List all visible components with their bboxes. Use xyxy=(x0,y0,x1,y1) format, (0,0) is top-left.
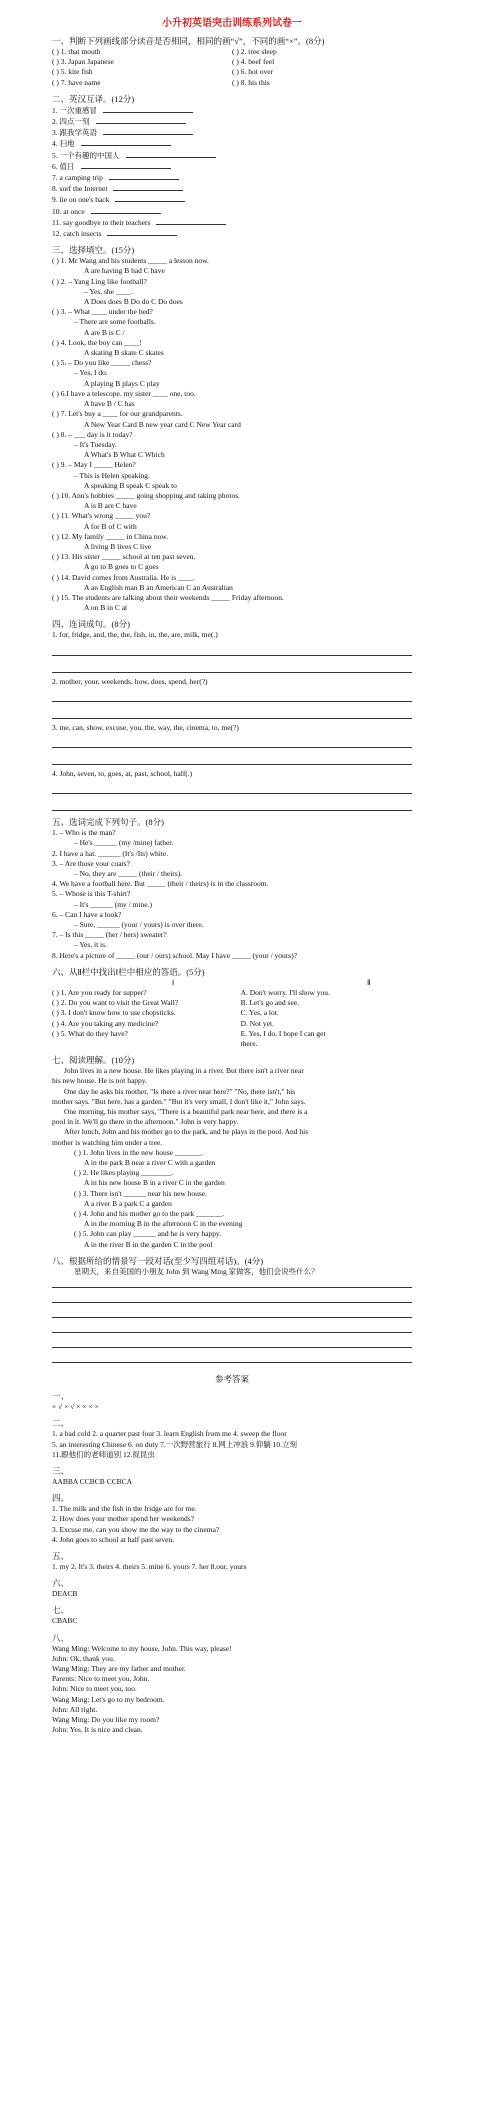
section-heading: 二、英汉互译。(12分) xyxy=(52,93,135,104)
question-item: ( ) 6. hot over xyxy=(232,67,274,77)
question-line: 1. – Who is the man? xyxy=(52,828,116,838)
match-answer: C. Yes, a lot. xyxy=(240,1008,279,1018)
answer-line xyxy=(52,1352,412,1363)
question-item: ( ) 7. have name xyxy=(52,77,101,87)
answer-line xyxy=(52,800,412,811)
section-heading: 七、阅读理解。(10分) xyxy=(52,1055,135,1066)
match-row xyxy=(52,998,412,1008)
section-heading: 八、根据所给的情景写一段对话(至少写四组对话)。(4分) xyxy=(52,1255,264,1266)
translation-item xyxy=(52,206,412,217)
answer-text: Wang Ming: Let's go to my bedroom. xyxy=(52,1694,165,1704)
item-text: 10. at once xyxy=(52,206,85,216)
answer-heading: 一、 xyxy=(52,1391,70,1402)
question-line: ( ) 2. – Yang Ling like football? xyxy=(52,276,147,286)
question-line: A living B lives C live xyxy=(84,541,152,551)
question-line: A are having B had C have xyxy=(84,266,165,276)
match-answer: B. Let's go and see. xyxy=(240,998,299,1008)
match-answer: D. Not yet. xyxy=(240,1018,274,1028)
answer-heading: 三、 xyxy=(52,1465,70,1476)
question-line: ( ) 1. Mr Wang and his students _____ a lesson now. xyxy=(52,256,209,266)
section-prompt: 星期天，来自美国的小朋友 John 到 Wang Ming 家做客，他们会说些什么？ xyxy=(74,1266,319,1276)
blank-line xyxy=(109,172,179,180)
answer-line xyxy=(52,781,412,794)
question-line: A an English man B an American C an Australian xyxy=(84,582,233,592)
translation-item xyxy=(52,217,412,228)
question-line: A in the park B near a river C with a garden xyxy=(84,1158,216,1168)
question-line: ( ) 10. Ann's hobbies _____ going shopping and taking photos. xyxy=(52,490,241,500)
question-line: 3. – Are those your coats? xyxy=(52,858,130,868)
passage-line: mother says. "But here, has a garden." "But it's very small, I don't like it," John says. xyxy=(52,1096,306,1106)
answer-key-title: 参考答案 xyxy=(214,1374,249,1385)
translation-item xyxy=(52,161,412,172)
answer-text: John: Ok, thank you. xyxy=(52,1653,115,1663)
match-row xyxy=(52,1008,412,1018)
translation-item xyxy=(52,172,412,183)
question-line: 6. – Can I have a look? xyxy=(52,909,122,919)
section-4 xyxy=(52,619,412,811)
question-line: A for B of C with xyxy=(84,521,137,531)
page-title: 小升初英语突击训练系列试卷一 xyxy=(162,18,302,29)
match-question: ( ) 2. Do you want to visit the Great Wall? xyxy=(52,998,179,1008)
question-line: ( ) 1. John lives in the new house _______. xyxy=(74,1147,203,1157)
answer-text: 2. How does your mother spend her weekends? xyxy=(52,1514,195,1524)
column-label: Ⅱ xyxy=(367,977,371,987)
answer-text: 5. an interesting Chinese 6. on duty 7.一次野营旅行 8.网上冲浪 9.仰躺 10.立刻 xyxy=(52,1439,297,1449)
translation-item xyxy=(52,150,412,161)
passage-line: One day he asks his mother, "Is there a river near here?" "No, there isn't," his xyxy=(64,1086,296,1096)
translation-item xyxy=(52,183,412,194)
question-item: 1. for, fridge, and, the, the, fish, in, the, are, milk, me(.) xyxy=(52,630,218,640)
section-heading: 一、判断下列画线部分读音是否相同，相同的画“√”，不同的画“×”。(8分) xyxy=(52,36,325,46)
question-line: A speaking B speak C speak to xyxy=(84,480,177,490)
question-line: A What's B What C Which xyxy=(84,450,165,460)
section-8 xyxy=(52,1256,412,1363)
question-line: – Sure, ______ (your / yours) is over there. xyxy=(74,920,204,929)
column-label: Ⅰ xyxy=(172,977,175,987)
answer-line xyxy=(52,1292,412,1303)
question-line: ( ) 3. – What ____ under the bed? xyxy=(52,307,153,317)
translation-item xyxy=(52,105,412,116)
question-item: ( ) 2. tree sleep xyxy=(232,47,277,56)
item-text: 11. say goodbye to their teachers xyxy=(52,217,151,227)
match-answer: A. Don't worry. I'll show you. xyxy=(240,988,330,998)
answer-text: DEACB xyxy=(52,1589,78,1599)
section-6 xyxy=(52,967,412,1049)
question-line: A in his new house B in a river C in the garden xyxy=(84,1178,225,1188)
item-text: 5. 一个有趣的中国人 xyxy=(52,150,120,160)
answer-text: Wang Ming: They are my father and mother. xyxy=(52,1663,186,1673)
question-line: ( ) 3. There isn't ______ near his new house. xyxy=(74,1188,208,1198)
answer-text: 4. John goes to school at half past seven. xyxy=(52,1534,175,1544)
question-item: ( ) 8. his this xyxy=(232,77,270,87)
blank-line xyxy=(96,116,186,124)
section-heading: 三、选择填空。(15分) xyxy=(52,245,135,256)
answer-text: 3. Excuse me, can you show me the way to the cinema? xyxy=(52,1524,220,1534)
exam-page xyxy=(52,0,412,2125)
question-item: 4. John, seven, to, goes, at, past, school, half(.) xyxy=(52,768,193,778)
section-heading: 六、从Ⅱ栏中找出Ⅰ栏中相应的答语。(5分) xyxy=(52,966,205,977)
question-line: 4. We have a football here. But _____ (their / theirs) is in the classroom. xyxy=(52,879,269,889)
section-5 xyxy=(52,817,412,961)
translation-item xyxy=(52,116,412,127)
question-line: A have B / C has xyxy=(84,399,135,409)
match-row xyxy=(52,1019,412,1029)
match-question: ( ) 5. What do they have? xyxy=(52,1028,128,1038)
section-heading: 四、连词成句。(8分) xyxy=(52,619,130,630)
question-line: ( ) 13. His sister _____ school at ten past seven. xyxy=(52,552,196,562)
answer-text: Wang Ming: Do you like my room? xyxy=(52,1714,160,1724)
question-line: – This is Helen speaking. xyxy=(74,470,150,480)
question-line: – It's Tuesday. xyxy=(74,439,117,449)
item-text: 6. 值日 xyxy=(52,161,75,171)
passage-line: John lives in a new house. He likes playing in a river. But there isn't a river near xyxy=(64,1066,304,1076)
section-1 xyxy=(52,36,412,88)
answer-line xyxy=(52,1337,412,1348)
answer-line xyxy=(52,689,412,702)
answer-text: John: All right. xyxy=(52,1704,98,1714)
blank-line xyxy=(91,206,161,214)
blank-line xyxy=(107,228,177,236)
blank-line xyxy=(126,150,216,158)
question-line: A playing B plays C play xyxy=(84,378,160,388)
question-line: 7. – Is this _____ (her / hers) sweater? xyxy=(52,930,167,940)
question-item: ( ) 3. Japan Japanese xyxy=(52,57,114,67)
blank-line xyxy=(103,105,193,113)
answer-heading: 六、 xyxy=(52,1578,70,1589)
match-row xyxy=(52,988,412,998)
answer-line xyxy=(52,1307,412,1318)
question-line: ( ) 4. Look, the boy can ____! xyxy=(52,337,142,347)
answer-text: John: Nice to meet you, too. xyxy=(52,1684,137,1694)
item-text: 12. catch insects xyxy=(52,229,102,239)
item-text: 1. 一次重感冒 xyxy=(52,105,97,115)
question-line: A on B in C at xyxy=(84,603,128,613)
section-heading: 五、选词完成下列句子。(8分) xyxy=(52,817,164,828)
question-line: A is B are C have xyxy=(84,501,137,511)
question-line: A a river B a park C a garden xyxy=(84,1198,172,1208)
question-line: A in the river B in the garden C in the pool xyxy=(84,1239,213,1249)
passage-line: One morning, his mother says, "There is a beautiful park near here, and there is a xyxy=(64,1107,308,1117)
answer-line xyxy=(52,1322,412,1333)
section-3 xyxy=(52,245,412,613)
question-line: ( ) 6.I have a telescope. my sister ____ one, too. xyxy=(52,388,196,398)
question-line: ( ) 5. John can play ______ and he is very happy. xyxy=(74,1229,222,1239)
question-line: – It's ______ (my / mine.) xyxy=(74,899,153,909)
item-text: 8. surf the Internet xyxy=(52,184,108,194)
question-line: A New Year Card B new year card C New Year card xyxy=(84,419,241,429)
match-answer: there. xyxy=(240,1039,258,1049)
item-text: 3. 跟我学英语 xyxy=(52,128,97,138)
item-text: 9. lie on one's back xyxy=(52,195,110,205)
answer-text: 1. a bad cold 2. a quarter past four 3. learn English from me 4. sweep the floor xyxy=(52,1429,287,1439)
match-row xyxy=(52,1029,412,1039)
blank-line xyxy=(81,161,171,169)
answer-text: 11.跟他们的老师道别 12.捉昆虫 xyxy=(52,1449,155,1459)
question-line: ( ) 2. He likes playing ________. xyxy=(74,1168,174,1178)
answer-line xyxy=(52,735,412,748)
question-line: 8. Here's a picture of _____ (our / ours) school. May I have _____ (your / yours)? xyxy=(52,950,298,960)
question-line: – Yes, it is. xyxy=(74,940,107,950)
blank-line xyxy=(115,194,185,202)
blank-line xyxy=(81,138,171,146)
question-line: ( ) 8. – ___ day is it today? xyxy=(52,429,133,439)
question-item: 3. me, can, show, excuse, you, the, way, the, cinema, to, me(?) xyxy=(52,722,239,732)
answer-heading: 七、 xyxy=(52,1605,70,1616)
answer-heading: 五、 xyxy=(52,1550,70,1561)
question-line: A in the morning B in the afternoon C in the evening xyxy=(84,1219,243,1229)
answer-key xyxy=(52,1373,412,1735)
passage-line: pool in it. We'll go there in the afternoon." John is very happy. xyxy=(52,1117,239,1127)
item-text: 4. 扫地 xyxy=(52,139,75,149)
blank-line xyxy=(113,183,183,191)
answer-line xyxy=(52,708,412,719)
question-line: A skating B skate C skates xyxy=(84,348,164,358)
answer-text: CBABC xyxy=(52,1616,78,1626)
question-line: ( ) 14. David comes from Australia. He is ____. xyxy=(52,572,195,582)
question-item: ( ) 1. that mouth xyxy=(52,47,101,56)
answer-text: 1. my 2. It's 3. theirs 4. theirs 5. mine 6. yours 7. her 8.our, yours xyxy=(52,1561,247,1571)
question-item: 2. mother, your, weekends, how, does, spend, her(?) xyxy=(52,676,208,686)
answer-text: AABBA CCBCB CCBCA xyxy=(52,1476,133,1486)
answer-heading: 四、 xyxy=(52,1493,70,1504)
question-line: A are B is C / xyxy=(84,327,125,337)
match-question xyxy=(52,1039,241,1049)
answer-line xyxy=(52,643,412,656)
blank-line xyxy=(103,127,193,135)
answer-text: Wang Ming: Welcome to my house, John. This way, please! xyxy=(52,1643,232,1653)
section-7 xyxy=(52,1055,412,1250)
section-2 xyxy=(52,94,412,239)
question-line: – No, they are _____ (their / theirs). xyxy=(74,868,183,878)
question-line: ( ) 11. What's wrong _____ you? xyxy=(52,511,151,521)
translation-item xyxy=(52,127,412,138)
match-question: ( ) 3. I don't know how to use chopsticks. xyxy=(52,1008,176,1018)
question-line: – Yes, I do. xyxy=(74,368,108,378)
question-line: 2. I have a hat. ______ (It's /Its) white. xyxy=(52,848,169,858)
question-line: ( ) 9. – May I _____ Helen? xyxy=(52,460,136,470)
match-answer: E. Yes, I do. I hope I can get xyxy=(240,1028,326,1038)
translation-item xyxy=(52,194,412,205)
answer-text: John: Yes. It is nice and clean. xyxy=(52,1725,143,1735)
passage-line: his new house. He is not happy. xyxy=(52,1076,147,1086)
match-question: ( ) 4. Are you taking any medicine? xyxy=(52,1018,159,1028)
blank-line xyxy=(156,217,226,225)
translation-item xyxy=(52,138,412,149)
item-text: 7. a camping trip xyxy=(52,173,103,183)
question-line: – There are some footballs. xyxy=(74,317,156,327)
passage-line: mother is watching him under a tree. xyxy=(52,1137,163,1147)
question-line: ( ) 15. The students are talking about their weekends _____ Friday afternoon. xyxy=(52,592,284,602)
answer-heading: 二、 xyxy=(52,1418,70,1429)
answer-line xyxy=(52,754,412,765)
answer-line xyxy=(52,1277,412,1288)
answer-text: 1. The milk and the fish in the fridge are for me. xyxy=(52,1504,197,1514)
question-item: ( ) 4. beef feel xyxy=(232,57,275,67)
match-question: ( ) 1. Are you ready for supper? xyxy=(52,988,147,998)
item-text: 2. 四点一刻 xyxy=(52,117,90,127)
translation-item xyxy=(52,228,412,239)
question-line: – He's ______ (my /mine) father. xyxy=(74,838,174,848)
question-line: A Does does B Do do C Do does xyxy=(84,297,183,307)
passage-line: After lunch, John and his mother go to the park, and he plays in the pool. And his xyxy=(64,1127,309,1137)
match-row xyxy=(52,1039,412,1049)
answer-line xyxy=(52,662,412,673)
answer-text: × √ × √ × × × × xyxy=(52,1402,99,1412)
answer-text: Parents: Nice to meet you, John. xyxy=(52,1674,150,1684)
question-line: A go to B goes to C goes xyxy=(84,562,159,572)
question-line: ( ) 5. – Do you like _____ chess? xyxy=(52,358,152,368)
answer-heading: 八、 xyxy=(52,1632,70,1643)
question-line: – Yes, she ____. xyxy=(84,286,133,296)
question-line: ( ) 7. Let's buy a ____ for our grandparents. xyxy=(52,409,183,419)
question-line: ( ) 12. My family _____ in China now. xyxy=(52,531,169,541)
question-line: 5. – Whose is this T-shirt? xyxy=(52,889,131,899)
question-line: ( ) 4. John and his mother go to the park _______. xyxy=(74,1209,225,1219)
question-item: ( ) 5. kite fish xyxy=(52,67,93,77)
